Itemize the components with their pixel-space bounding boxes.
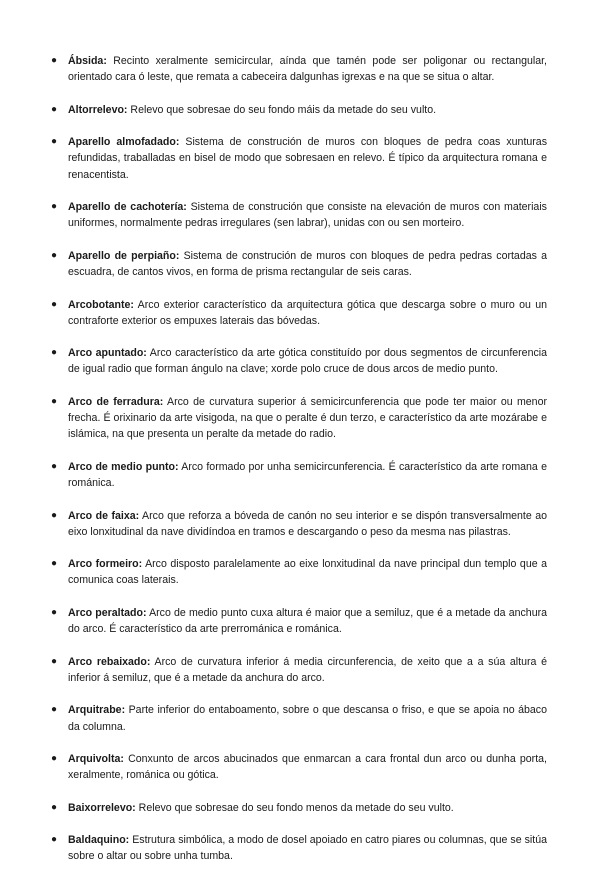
glossary-entry — [49, 459, 547, 491]
entry-definition: Sistema de construción de muros con bloques de pedra pedras cortadas a escuadra, de cantos vivos, en forma de prisma rectangular de seis caras. — [68, 249, 547, 279]
bullet-icon: ● — [51, 136, 58, 148]
entry-definition: Arco de curvatura superior á semicircunferencia que pode ter maior ou menor frecha. É orixinario da arte visigoda, na que o peralte é dun terzo, e característico da arte mozárabe e islámica, na que presenta un peralte da metade do radio. — [68, 395, 547, 441]
glossary-entry — [49, 394, 547, 443]
bullet-icon: ● — [51, 509, 58, 521]
glossary-entry — [49, 199, 547, 231]
entry-term: Altorrelevo: — [68, 103, 128, 116]
entry-term: Arco rebaixado: — [68, 655, 151, 668]
bullet-icon: ● — [51, 704, 58, 716]
bullet-icon: ● — [51, 395, 58, 407]
entry-term: Arcobotante: — [68, 298, 134, 311]
glossary-entry — [49, 800, 547, 816]
entry-definition: Recinto xeralmente semicircular, aínda que tamén pode ser poligonar ou rectangular, orientado cara ó leste, que remata a cabeceira dalgunhas igrexas e na que se situa o altar. — [68, 55, 548, 84]
entry-definition: Arco de curvatura inferior á media circunferencia, de xeito que a a súa altura é inferior á semiluz, que é a metade da anchura do arco. — [68, 655, 548, 684]
bullet-icon: ● — [51, 655, 58, 667]
bullet-icon: ● — [51, 201, 58, 213]
entry-definition: Arco que reforza a bóveda de canón no seu interior e se dispón transversalmente ao eixo lonxitudinal da nave dividíndoa en tramos e descargando o peso da mesma nas pilastras. — [68, 509, 548, 538]
entry-definition: Relevo que sobresae do seu fondo máis da metade do seu vulto. — [130, 103, 437, 116]
glossary-entry — [49, 53, 547, 85]
entry-definition: Estrutura simbólica, a modo de dosel apoiado en catro piares ou columnas, que se sitúa sobre o altar ou sobre unha tumba. — [68, 834, 547, 863]
entry-term: Baixorrelevo: — [68, 801, 136, 814]
glossary-entry — [49, 556, 547, 588]
bullet-icon: ● — [51, 103, 58, 115]
entry-definition: Sistema de construción de muros con bloques de pedra coas xunturas refundidas, traballadas en bisel de modo que sobresaen en relevo. É típico da arquitectura romana e renacentista. — [68, 136, 547, 181]
glossary-entry — [49, 508, 547, 540]
entry-definition: Relevo que sobresae do seu fondo menos da metade do seu vulto. — [138, 801, 454, 814]
entry-term: Arco de medio punto: — [68, 460, 179, 473]
entry-term: Arco de ferradura: — [68, 395, 164, 408]
glossary-entry — [49, 832, 547, 864]
entry-definition: Arco formado por unha semicircunferencia. É característico da arte romana e románica. — [68, 460, 548, 490]
glossary-entry — [49, 605, 547, 637]
entry-term: Ábsida: — [68, 55, 107, 67]
entry-term: Aparello de cachotería: — [68, 201, 187, 214]
bullet-icon: ● — [51, 753, 58, 765]
bullet-icon: ● — [51, 55, 58, 66]
entry-term: Aparello almofadado: — [68, 136, 180, 149]
glossary-entry — [49, 248, 547, 280]
glossary-entry — [49, 702, 547, 734]
bullet-icon: ● — [51, 558, 58, 570]
bullet-icon: ● — [51, 606, 58, 618]
entry-definition: Arco de medio punto cuxa altura é maior que a semiluz, que é a metade da anchura do arco. É característico da arte prerrománica e románica. — [68, 606, 547, 636]
glossary-entry — [49, 345, 547, 377]
entry-definition: Arco característico da arte gótica constituído por dous segmentos de circunferencia de igual radio que forman ángulo na clave; xorde polo cruce de dous arcos de medio punto. — [68, 347, 548, 376]
entry-term: Baldaquino: — [68, 834, 130, 847]
glossary-entry — [49, 134, 547, 183]
bullet-icon: ● — [51, 249, 58, 261]
entry-term: Arquitrabe: — [68, 704, 126, 717]
bullet-icon: ● — [51, 801, 58, 813]
entry-definition: Arco exterior característico da arquitectura gótica que descarga sobre o muro ou un contraforte exterior os empuxes laterais das bóvedas. — [68, 298, 548, 327]
entry-definition: Sistema de construción que consiste na elevación de muros con materiais uniformes, normalmente pedras irregulares (sen labrar), unidas con ou sen morteiro. — [68, 201, 547, 230]
entry-term: Arquivolta: — [68, 753, 124, 766]
entry-term: Arco de faixa: — [68, 509, 140, 522]
bullet-icon: ● — [51, 460, 58, 472]
glossary-entry — [49, 751, 547, 783]
bullet-icon: ● — [51, 298, 58, 310]
entry-definition: Conxunto de arcos abucinados que enmarcan a cara frontal dun arco ou dunha porta, xeralmente, románica ou gótica. — [68, 753, 547, 782]
entry-term: Arco peraltado: — [68, 606, 147, 619]
entry-term: Aparello de perpiaño: — [68, 249, 180, 262]
glossary-entry — [49, 102, 547, 118]
glossary-list — [49, 53, 547, 881]
glossary-entry — [49, 654, 547, 686]
glossary-entry — [49, 297, 547, 329]
entry-term: Arco formeiro: — [68, 558, 143, 571]
bullet-icon: ● — [51, 834, 58, 846]
entry-definition: Parte inferior do entaboamento, sobre o que descansa o friso, e que se apoia no ábaco da columna. — [68, 704, 547, 733]
entry-term: Arco apuntado: — [68, 347, 147, 360]
bullet-icon: ● — [51, 347, 58, 359]
entry-definition: Arco disposto paralelamente ao eixe lonxitudinal da nave principal dun templo que a comunica coas laterais. — [68, 558, 548, 587]
